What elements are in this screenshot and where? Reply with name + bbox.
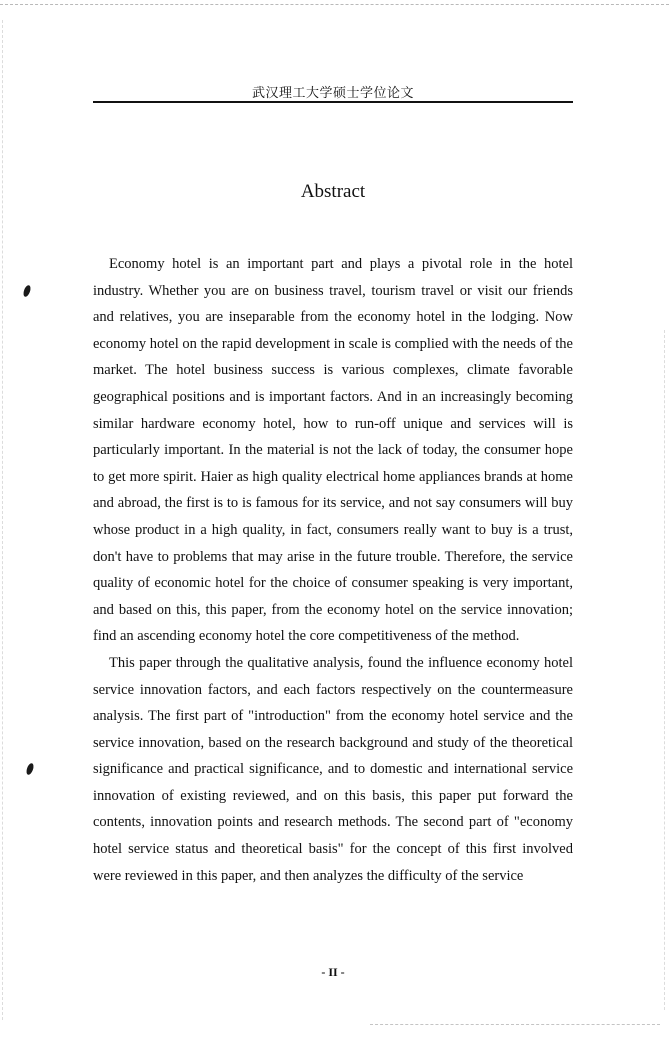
header-rule bbox=[93, 101, 573, 103]
scan-edge-bottom bbox=[370, 1024, 660, 1025]
binding-hole-mark bbox=[25, 762, 35, 775]
scan-edge-right bbox=[664, 330, 665, 1010]
abstract-title: Abstract bbox=[300, 181, 366, 202]
abstract-body bbox=[93, 251, 573, 889]
abstract-paragraph: Economy hotel is an important part and plays a pivotal role in the hotel industry. Whether you are on business travel, tourism travel or visit our friends and relatives, you are inseparable from the economy hotel in the lodging. Now economy hotel on the rapid development in scale is complied with the needs of the market. The hotel business success is various complexes, climate favorable geographical positions and is important factors. And in an increasingly becoming similar hardware economy hotel, how to run-off unique and services will is particularly important. In the material is not the lack of today, the consumer hope to get more spirit. Haier as high quality electrical home appliances brands at home and abroad, the first is to is famous for its service, and not say consumers will buy whose product in a high quality, in fact, consumers really want to buy is a trust, don't have to problems that may arise in the future trouble. Therefore, the service quality of economic hotel for the choice of consumer speaking is very important, and based on this, this paper, from the economy hotel on the service innovation; find an ascending economy hotel the core competitiveness of the method. bbox=[93, 256, 573, 645]
scan-edge-left bbox=[2, 20, 3, 1020]
page-number: - II - bbox=[321, 965, 345, 979]
scan-edge-top bbox=[0, 4, 669, 5]
abstract-paragraph: This paper through the qualitative analysis, found the influence economy hotel service innovation factors, and each factors respectively on the countermeasure analysis. The first part of "introduction" from the economy hotel service and the service innovation, based on the research background and study of the theoretical significance and practical significance, and to domestic and international service innovation of existing reviewed, and on this basis, this paper put forward the contents, innovation points and research methods. The second part of "economy hotel service status and theoretical basis" for the concept of this first involved were reviewed in this paper, and then analyzes the difficulty of the service bbox=[93, 654, 573, 884]
running-header: 武汉理工大学硕士学位论文 bbox=[251, 86, 414, 101]
binding-hole-mark bbox=[22, 284, 32, 297]
